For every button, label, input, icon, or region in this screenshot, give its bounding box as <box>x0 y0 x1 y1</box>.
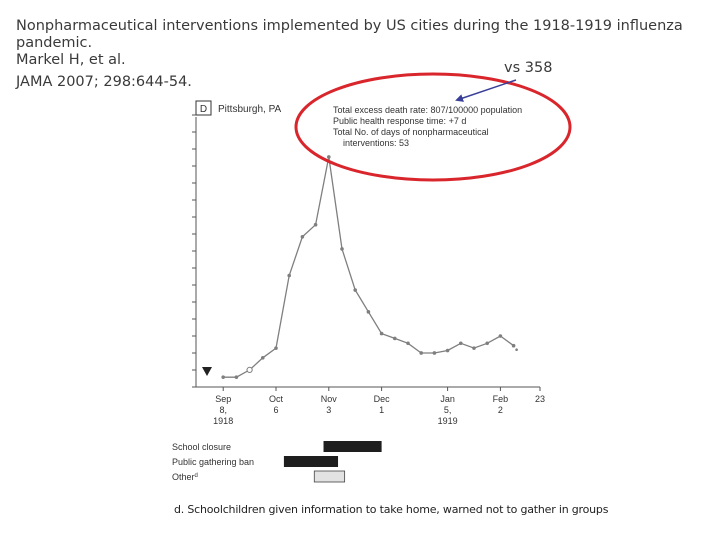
x-tick-label: 5, <box>443 405 452 415</box>
x-tick-label: 23 <box>534 394 546 404</box>
data-point <box>328 156 331 159</box>
data-point <box>222 376 225 379</box>
stats-block <box>333 105 522 148</box>
y-axis-ticks <box>192 115 196 387</box>
x-tick-label: Dec <box>373 394 390 404</box>
intervention-label: School closure <box>172 442 232 452</box>
x-axis-ticks <box>213 387 545 426</box>
data-point <box>486 342 489 345</box>
x-tick-label: Oct <box>268 394 284 404</box>
comparison-annotation: vs 358 <box>504 60 553 76</box>
data-point <box>407 342 410 345</box>
data-point <box>394 337 397 340</box>
citation-author: Markel H, et al. <box>16 52 126 68</box>
intervention-label: Public gathering ban <box>172 457 255 467</box>
data-point <box>499 335 502 338</box>
intervention-label-superscript: d <box>194 473 198 479</box>
stats-line: Total No. of days of nonpharmaceutical <box>333 127 489 137</box>
open-data-point <box>247 367 252 372</box>
data-point <box>473 347 476 350</box>
x-tick-label: 1919 <box>437 416 458 426</box>
data-point <box>262 357 265 360</box>
x-tick-label: 1 <box>379 405 385 415</box>
x-tick-label: 8, <box>219 405 227 415</box>
x-tick-label: 2 <box>497 405 503 415</box>
intervention-bars <box>172 441 382 482</box>
intervention-bar <box>324 441 382 452</box>
panel-label: D <box>199 104 208 115</box>
data-point <box>515 348 518 351</box>
stats-line: Public health response time: +7 d <box>333 116 467 126</box>
data-point <box>460 342 463 345</box>
x-tick-label: Jan <box>440 394 455 404</box>
data-point <box>354 289 357 292</box>
data-point <box>235 376 238 379</box>
stats-line: Total excess death rate: 807/100000 population <box>333 105 523 115</box>
intervention-label: Other$^d$ <box>172 472 198 482</box>
x-tick-label: Sep <box>215 394 232 404</box>
series-line <box>223 157 513 377</box>
data-point <box>420 352 423 355</box>
intervention-start-marker <box>202 367 212 376</box>
intervention-bar <box>314 471 344 482</box>
citation-journal: JAMA 2007; 298:644-54. <box>16 74 192 90</box>
slide-title: Nonpharmaceutical interventions implemented by US cities during the 1918-1919 influenza pandemic. <box>16 18 683 51</box>
footnote: d. Schoolchildren given information to take home, warned not to gather in groups <box>174 503 609 516</box>
data-point <box>433 352 436 355</box>
data-point <box>314 223 317 226</box>
data-points <box>222 156 518 379</box>
data-point <box>301 236 304 239</box>
annotation-arrow <box>457 80 516 100</box>
data-point <box>367 311 370 314</box>
data-point <box>512 344 515 347</box>
data-point <box>275 347 278 350</box>
stats-line: interventions: 53 <box>343 138 410 148</box>
data-point <box>446 349 449 352</box>
city-name: Pittsburgh, PA <box>218 104 282 115</box>
intervention-bar <box>284 456 338 467</box>
x-tick-label: 3 <box>326 405 332 415</box>
x-tick-label: Feb <box>492 394 509 404</box>
x-tick-label: 1918 <box>213 416 234 426</box>
data-point <box>288 274 291 277</box>
data-point <box>341 248 344 251</box>
x-tick-label: 6 <box>273 405 279 415</box>
x-tick-label: Nov <box>320 394 337 404</box>
data-point <box>380 332 383 335</box>
